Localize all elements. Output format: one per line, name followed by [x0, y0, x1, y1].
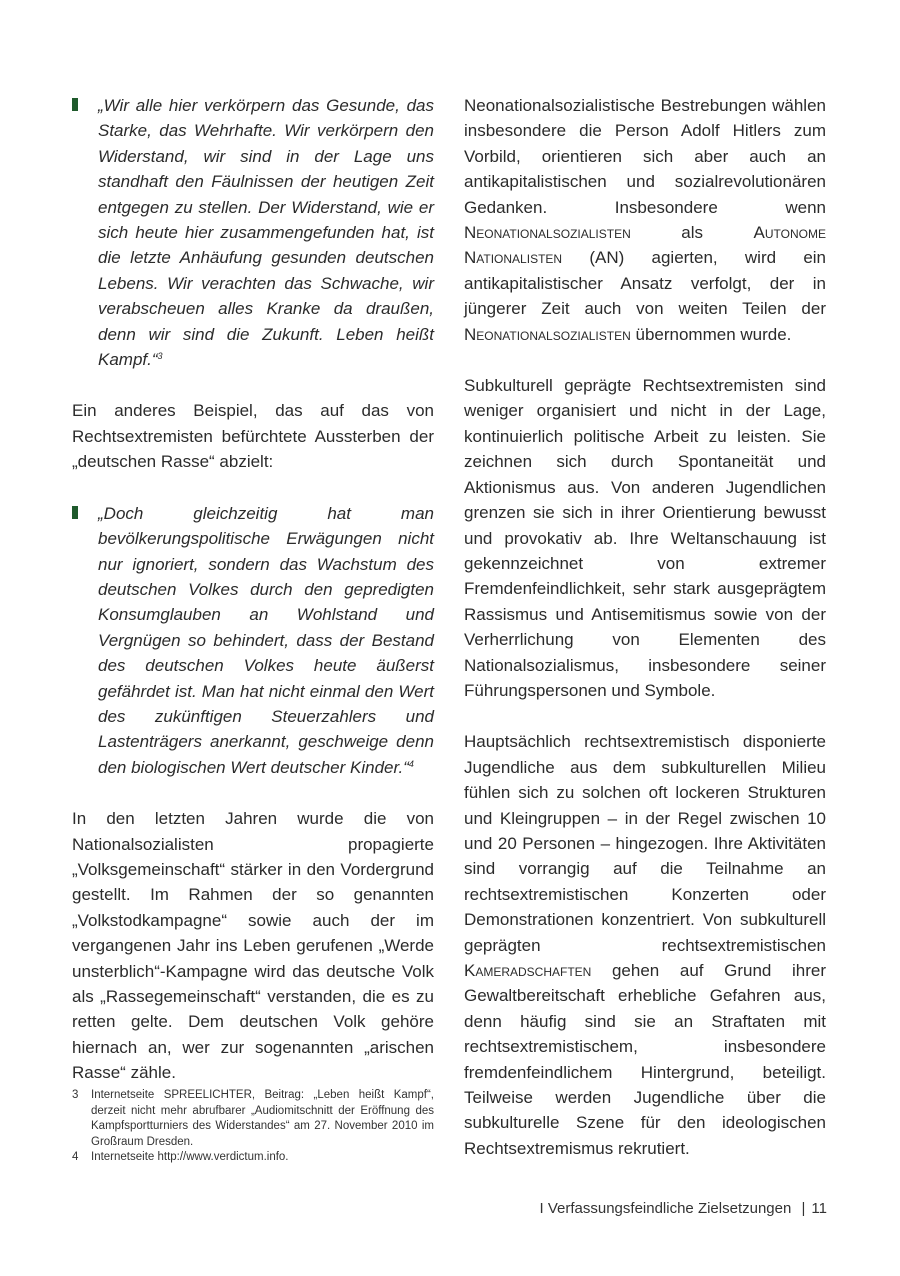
term-small-caps: Kameradschaften [464, 961, 592, 980]
body-paragraph: Subkulturell geprägte Rechtsextremisten sind weniger organisiert und nicht in der Lage, kontinuierlich politische Arbeit zu leisten. Sie zeichnen sich durch Spontaneität und Aktionismus aus. Von anderen Jugendlichen grenzen sie sich in ihrer Orientierung bewusst und provokativ ab. Ihre Weltanschauung ist gekennzeichnet von extremer Fremdenfeindlichkeit, sehr stark ausgeprägtem Rassismus und Antisemitismus sowie von der Verherrlichung von Elementen des Nationalsozialismus, insbesondere seiner Führungspersonen und Symbole. [464, 376, 826, 700]
text-run: gehen auf Grund ihrer Gewaltbereitschaft erhebliche Gefahren aus, denn häufig sind sie an Straftaten mit rechtsextremistischem, insbesondere fremdenfeindlichem Hintergrund, beteiligt. Teilweise werden Jugendliche über die subkulturelle Szene für den ideologischen Rechtsextremismus rekrutiert. [464, 961, 826, 1158]
footnote-item [72, 1150, 434, 1166]
body-paragraph: In den letzten Jahren wurde die von Nationalsozialisten propagierte „Volksgemeinschaft“ stärker in den Vordergrund gestellt. Im Rahmen der so genannten „Volkstodkampagne“ sowie auch der im vergangenen Jahr ins Leben gerufenen „Werde unsterblich“-Kampagne wird das deutsche Volk als „Rassegemeinschaft“ verstanden, die es zu retten gelte. Dem deutschen Volk gehöre hiernach an, wer zur sogenannten „arischen Rasse“ zähle. [72, 809, 434, 1083]
footnote-number: 4 [72, 1151, 79, 1164]
page-footer [540, 1200, 828, 1217]
footnote-number: 3 [72, 1089, 79, 1101]
body-paragraph [464, 93, 826, 347]
right-column [464, 93, 826, 1187]
quote-block [72, 93, 434, 372]
footer-separator: | [801, 1200, 806, 1217]
term-small-caps: Neonationalsozialisten [464, 223, 631, 243]
body-paragraph [464, 729, 826, 1161]
quote-text: „Doch gleichzeitig hat man bevölkerungspolitische Erwägungen nicht nur ignoriert, sondern das Wachstum des deutschen Volkes durch den gepredigten Konsumglauben an Wohlstand und Vergnügen so behindert, dass der Bestand des deutschen Volkes heute äußerst gefährdet ist. Man hat nicht einmal den Wert des zukünftigen Steuerzahlers und Lastenträgers anerkannt, geschweige denn den biologischen Wert deutscher Kinder.“ [98, 503, 434, 777]
footnote-item [72, 1088, 434, 1150]
quote-bullet-marker [72, 98, 78, 111]
quote-bullet-marker [72, 506, 78, 519]
chapter-marker: I [539, 1200, 544, 1217]
footnote-text: Internetseite http://www.verdictum.info. [91, 1151, 289, 1164]
term-small-caps: Autonome Nationalisten [464, 223, 826, 268]
text-run: Hauptsächlich rechtsextremistisch disponierte Jugendliche aus dem subkulturellen Milieu fühlen sich zu solchen oft lockeren Strukturen und Kleingruppen – in der Regel zwischen 10 und 20 Personen – hingezogen. Ihre Aktivitäten sind vorrangig auf die Teilnahme an rechtsextremistischen Konzerten oder Demonstrationen konzentriert. Von subkulturell geprägten rechtsextremistischen [464, 732, 826, 955]
text-run: Neonationalsozialistische Bestrebungen wählen insbesondere die Person Adolf Hitlers zum Vorbild, orientieren sich aber auch an antikapitalistischen und sozialrevolutionären Gedanken. Insbesondere wenn [464, 96, 826, 217]
text-run: übernommen wurde. [630, 324, 792, 344]
footnote-ref[interactable]: 3 [157, 351, 163, 362]
text-run: als [630, 223, 754, 243]
text-run: (AN) agierten, wird ein antikapitalistischer Ansatz verfolgt, der in jüngerer Zeit auch von weiten Teilen der [464, 248, 826, 319]
quote-block [72, 501, 434, 780]
footnote-ref[interactable]: 4 [408, 758, 414, 769]
chapter-title: Verfassungsfeindliche Zielsetzungen [547, 1200, 792, 1217]
body-paragraph: Ein anderes Beispiel, das auf das von Rechtsextremisten befürchtete Aussterben der „deutschen Rasse“ abzielt: [72, 401, 434, 472]
term-small-caps: Neonationalsozialisten [464, 324, 631, 344]
footnotes [72, 1088, 434, 1166]
footnote-text: Internetseite SPREELICHTER, Beitrag: „Leben heißt Kampf“, derzeit nicht mehr abrufbarer „Audiomitschnitt der Eröffnung des Kampfsportturniers des Widerstandes“ am 27. November 2010 im Großraum Dresden. [91, 1089, 434, 1148]
left-column [72, 93, 434, 1112]
quote-text: „Wir alle hier verkörpern das Gesunde, das Starke, das Wehrhafte. Wir verkörpern den Widerstand, wir sind in der Lage uns standhaft den Fäulnissen der heutigen Zeit entgegen zu stellen. Der Widerstand, wie er sich heute hier zusammengefunden hat, ist die letzte Anhäufung gesunden deutschen Lebens. Wir verachten das Schwache, wir verabscheuen alles Kranke da draußen, denn wir sind die Zukunft. Leben heißt Kampf.“ [98, 96, 434, 370]
page-number: 11 [811, 1200, 827, 1217]
